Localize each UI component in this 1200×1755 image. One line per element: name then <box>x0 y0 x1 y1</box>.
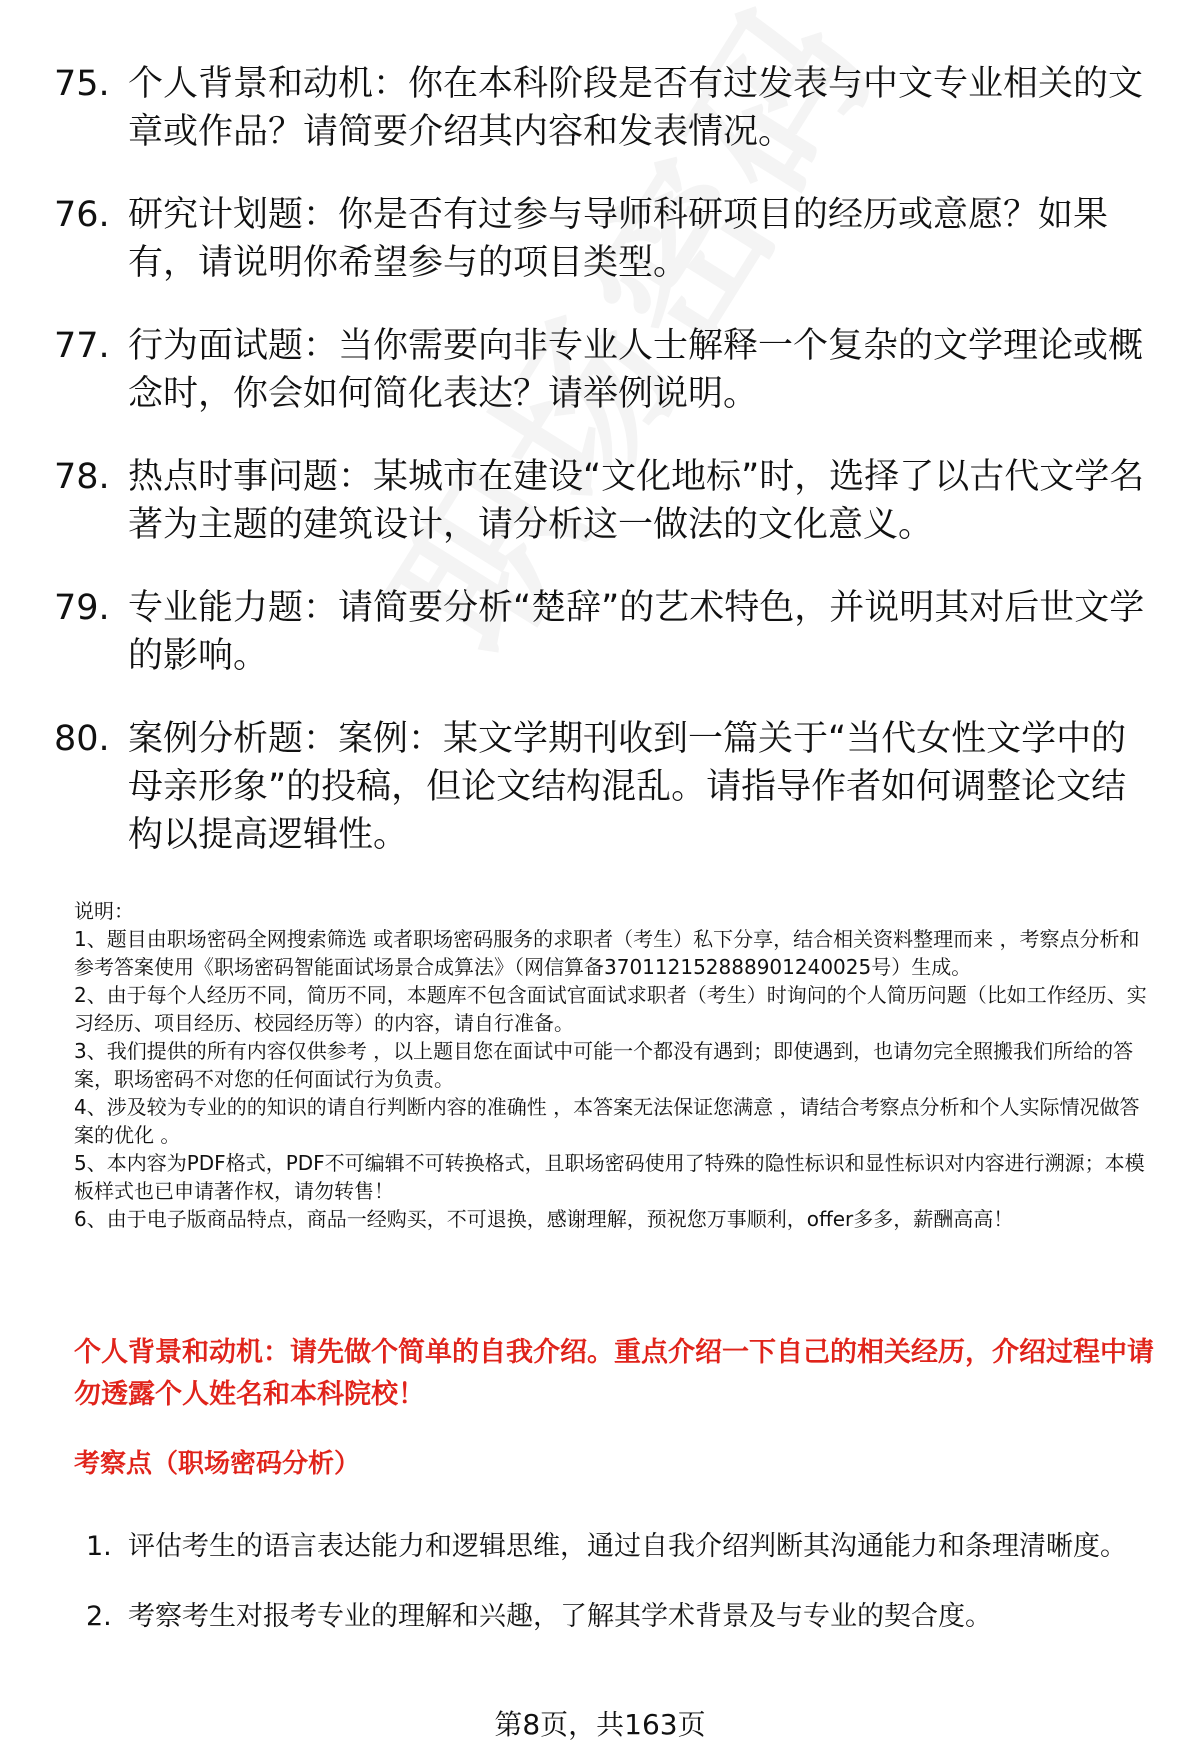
question-text: 热点时事问题：某城市在建设“文化地标”时，选择了以古代文学名著为主题的建筑设计，请分析这一做法的文化意义。 <box>128 457 1145 545</box>
question-number: 80. <box>54 719 110 759</box>
note-item: 3、我们提供的所有内容仅供参考 ，以上题目您在面试中可能一个都没有遇到；即使遇到，也请勿完全照搬我们所给的答案，职场密码不对您的任何面试行为负责。 <box>74 1039 1134 1091</box>
question-text: 行为面试题：当你需要向非专业人士解释一个复杂的文学理论或概念时，你会如何简化表达？请举例说明。 <box>128 326 1144 414</box>
page-number-footer: 第8页，共163页 <box>494 1708 706 1741</box>
question-item <box>54 191 1154 287</box>
question-number: 77. <box>54 326 110 366</box>
question-number: 75. <box>54 64 110 104</box>
analysis-point <box>86 1522 1156 1572</box>
note-item: 4、涉及较为专业的的知识的请自行判断内容的准确性 ，本答案无法保证您满意 ，请结合考察点分析和个人实际情况做答案的优化 。 <box>74 1095 1140 1147</box>
question-number: 79. <box>54 588 110 628</box>
current-question-heading: 个人背景和动机：请先做个简单的自我介绍。重点介绍一下自己的相关经历，介绍过程中请勿透露个人姓名和本科院校！ <box>74 1337 1154 1410</box>
notes-section <box>74 897 1159 1233</box>
question-item <box>54 584 1154 680</box>
note-item: 2、由于每个人经历不同，简历不同，本题库不包含面试官面试求职者（考生）时询问的个人简历问题（比如工作经历、实习经历、项目经历、校园经历等）的内容，请自行准备。 <box>74 983 1147 1035</box>
question-text: 专业能力题：请简要分析“楚辞”的艺术特色，并说明其对后世文学的影响。 <box>128 588 1145 676</box>
question-number: 76. <box>54 195 110 235</box>
analysis-point <box>86 1592 1156 1642</box>
question-item <box>54 322 1154 418</box>
question-text: 案例分析题：案例：某文学期刊收到一篇关于“当代女性文学中的母亲形象”的投稿，但论文结构混乱。请指导作者如何调整论文结构以提高逻辑性。 <box>128 719 1127 855</box>
question-text: 研究计划题：你是否有过参与导师科研项目的经历或意愿？如果有，请说明你希望参与的项目类型。 <box>128 195 1109 283</box>
point-number: 2. <box>86 1601 112 1632</box>
question-number: 78. <box>54 457 110 497</box>
question-item <box>54 60 1154 156</box>
point-text: 考察考生对报考专业的理解和兴趣，了解其学术背景及与专业的契合度。 <box>128 1601 992 1632</box>
point-number: 1. <box>86 1531 112 1562</box>
notes-title: 说明： <box>74 899 134 923</box>
note-item: 6、由于电子版商品特点，商品一经购买，不可退换，感谢理解，预祝您万事顺利，offer多多，薪酬高高！ <box>74 1207 1014 1231</box>
question-list <box>54 60 1154 894</box>
point-text: 评估考生的语言表达能力和逻辑思维，通过自我介绍判断其沟通能力和条理清晰度。 <box>128 1531 1127 1562</box>
note-item: 5、本内容为PDF格式，PDF不可编辑不可转换格式，且职场密码使用了特殊的隐性标识和显性标识对内容进行溯源；本模板样式也已申请著作权，请勿转售！ <box>74 1151 1145 1203</box>
question-item <box>54 715 1154 859</box>
question-text: 个人背景和动机：你在本科阶段是否有过发表与中文专业相关的文章或作品？请简要介绍其内容和发表情况。 <box>128 64 1144 152</box>
analysis-points <box>86 1522 1156 1662</box>
analysis-title: 考察点（职场密码分析） <box>74 1449 361 1479</box>
note-item: 1、题目由职场密码全网搜索筛选 或者职场密码服务的求职者（考生）私下分享，结合相关资料整理而来 ，考察点分析和参考答案使用《职场密码智能面试场景合成算法》（网信算备370112152888901240025号）生成。 <box>74 927 1140 979</box>
question-item <box>54 453 1154 549</box>
